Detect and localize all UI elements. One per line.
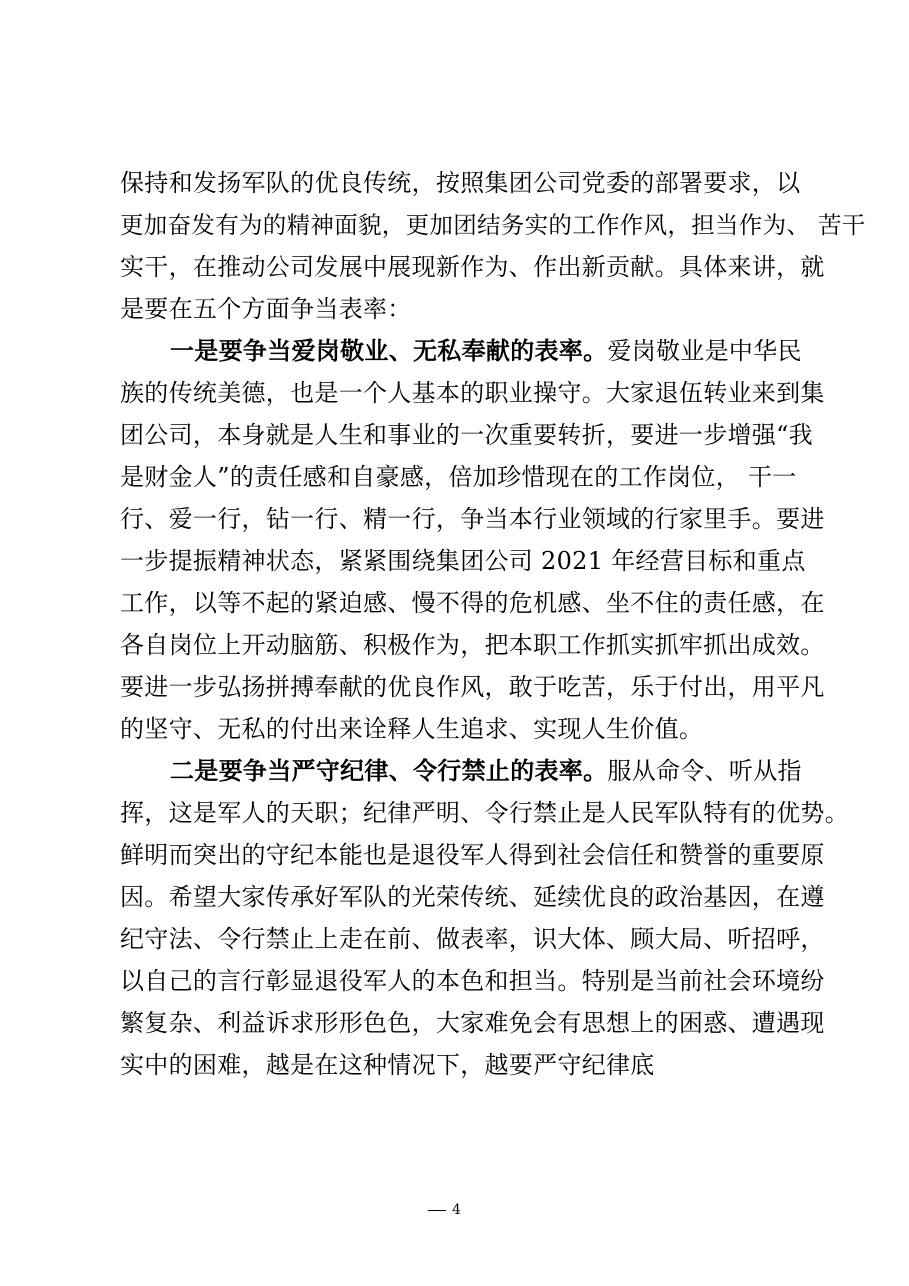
body-line: 是财金人”的责任感和自豪感，倍加珍惜现在的工作岗位， 干一 <box>120 463 797 491</box>
body-line: 的坚守、无私的付出来诠释人生追求、实现人生价值。 <box>120 715 704 743</box>
body-line: 繁复杂、利益诉求形形色色，大家难免会有思想上的困惑、遭遇现 <box>120 1009 825 1037</box>
body-line: 实中的困难，越是在这种情况下，越要严守纪律底 <box>120 1051 655 1079</box>
body-line: 保持和发扬军队的优良传统，按照集团公司党委的部署要求，以 <box>120 169 801 197</box>
body-line: 纪守法、令行禁止上走在前、做表率，识大体、顾大局、听招呼， <box>120 925 825 953</box>
section-2-first-line <box>170 756 802 786</box>
section-1-first-line <box>170 336 802 366</box>
body-line: 一步提振精神状态，紧紧围绕集团公司 2021 年经营目标和重点 <box>120 547 806 575</box>
page-number-dash <box>428 1210 446 1211</box>
body-line: 族的传统美德，也是一个人基本的职业操守。大家退伍转业来到集 <box>120 379 825 407</box>
body-line: 工作，以等不起的紧迫感、慢不得的危机感、坐不住的责任感，在 <box>120 589 825 617</box>
section-1-first-line-text: 爱岗敬业是中华民 <box>607 337 802 365</box>
section-1-heading: 一是要争当爱岗敬业、无私奉献的表率。 <box>170 336 608 365</box>
body-line: 鲜明而突出的守纪本能也是退役军人得到社会信任和赞誉的重要原 <box>120 841 825 869</box>
body-line: 各自岗位上开动脑筋、积极作为，把本职工作抓实抓牢抓出成效。 <box>120 631 825 659</box>
body-line: 要进一步弘扬拼搏奉献的优良作风，敢于吃苦，乐于付出，用平凡 <box>120 673 825 701</box>
body-line: 团公司，本身就是人生和事业的一次重要转折，要进一步增强“我 <box>120 421 813 449</box>
body-line: 以自己的言行彰显退役军人的本色和担当。特别是当前社会环境纷 <box>120 967 825 995</box>
section-2-first-line-text: 服从命令、听从指 <box>607 757 802 785</box>
body-line: 因。希望大家传承好军队的光荣传统、延续优良的政治基因，在遵 <box>120 883 825 911</box>
body-line: 是要在五个方面争当表率： <box>120 295 412 323</box>
body-line: 行、爱一行，钻一行、精一行，争当本行业领域的行家里手。要进 <box>120 505 825 533</box>
body-line: 更加奋发有为的精神面貌，更加团结务实的工作作风，担当作为、 苦干 <box>120 211 866 239</box>
section-2-heading: 二是要争当严守纪律、令行禁止的表率。 <box>170 756 608 785</box>
body-line: 挥，这是军人的天职；纪律严明、令行禁止是人民军队特有的优势。 <box>120 799 849 827</box>
page-number-value: 4 <box>452 1202 461 1218</box>
body-line: 实干，在推动公司发展中展现新作为、作出新贡献。具体来讲，就 <box>120 253 825 281</box>
page-number <box>428 1200 461 1220</box>
